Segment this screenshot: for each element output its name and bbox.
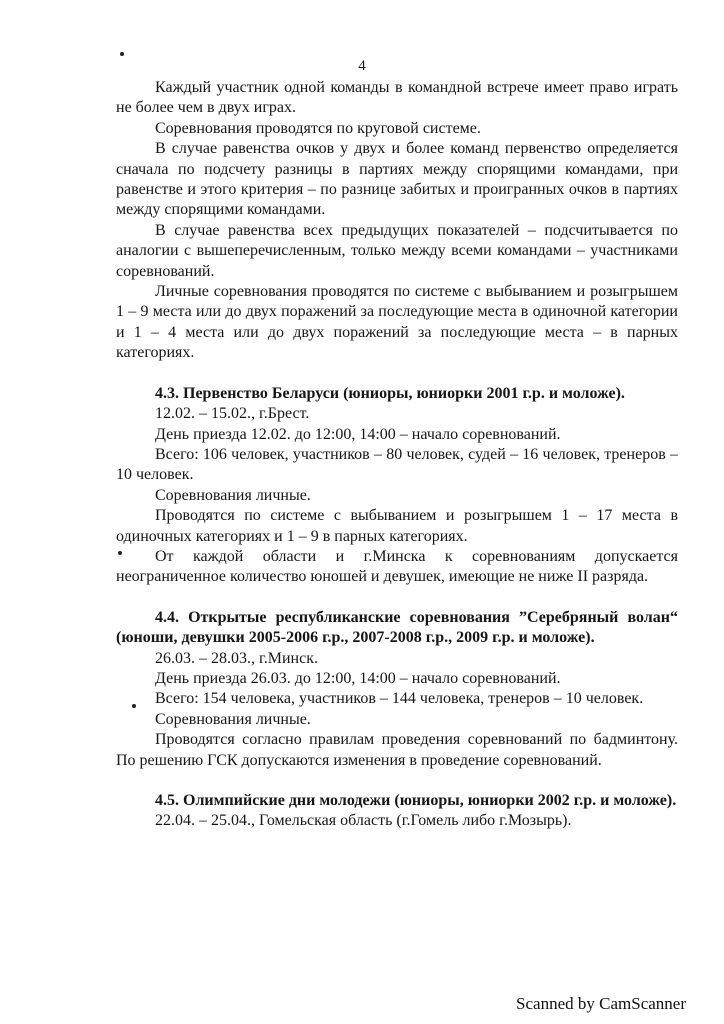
paragraph: Личные соревнования проводятся по системе с выбыванием и розыгрышем 1 – 9 места или до двух поражений за последующие места в одиночной категории и 1 – 4 места или до двух поражений за последующие места – в парных категориях. (116, 283, 678, 362)
participants-total: Всего: 106 человек, участников – 80 человек, судей – 16 человек, тренеров – 10 человек. (116, 445, 678, 484)
section-heading-4-4: 4.4. Открытые республиканские соревнования ”Серебряный волан“ (юноши, девушки 2005-2006 г.р., 2007-2008 г.р., 2009 г.р. и моложе). (116, 608, 678, 647)
section-heading-4-3: 4.3. Первенство Беларуси (юниоры, юниорки 2001 г.р. и моложе). (155, 384, 625, 402)
paragraph: Соревнования проводятся по круговой системе. (155, 119, 481, 137)
arrival-info: День приезда 26.03. до 12:00, 14:00 – начало соревнований. (155, 669, 561, 687)
scanner-watermark: Scanned by CamScanner (516, 994, 686, 1013)
competition-type: Соревнования личные. (155, 486, 311, 504)
section-date: 12.02. – 15.02., г.Брест. (155, 405, 310, 423)
competition-system: Проводятся по системе с выбыванием и розыгрышем 1 – 17 места в одиночных категориях и 1 – 9 в парных категориях. (116, 507, 678, 545)
arrival-info: День приезда 12.02. до 12:00, 14:00 – начало соревнований. (155, 425, 561, 443)
paragraph: В случае равенства очков у двух и более команд первенство определяется сначала по подсчету разницы в партиях между спорящими командами, при равенстве и этого критерия – по разнице забитых и проигранных очков в партиях между спорящими командами. (116, 140, 678, 219)
competition-type: Соревнования личные. (155, 710, 311, 728)
paragraph: В случае равенства всех предыдущих показателей – подсчитывается по аналогии с вышеперечисленным, только между всеми командами – участниками соревнований. (116, 221, 678, 280)
admission-rules: От каждой области и г.Минска к соревнованиям допускается неограниченное количество юношей и девушек, имеющие не ниже II разряда. (116, 547, 678, 586)
scan-speck (120, 52, 124, 56)
section-date: 26.03. – 28.03., г.Минск. (155, 649, 318, 667)
participants-total: Всего: 154 человека, участников – 144 человека, тренеров – 10 человек. (155, 690, 644, 708)
section-heading-4-5: 4.5. Олимпийские дни молодежи (юниоры, юниорки 2002 г.р. и моложе). (155, 792, 677, 809)
document-body (116, 78, 678, 832)
competition-rules: Проводятся согласно правилам проведения соревнований по бадминтону. По решению ГСК допускаются изменения в проведение соревнований. (116, 731, 678, 769)
section-date: 22.04. – 25.04., Гомельская область (г.Гомель либо г.Мозырь). (155, 812, 572, 830)
page-number: 4 (358, 58, 366, 74)
paragraph: Каждый участник одной команды в командной встрече имеет право играть не более чем в двух играх. (116, 79, 678, 117)
